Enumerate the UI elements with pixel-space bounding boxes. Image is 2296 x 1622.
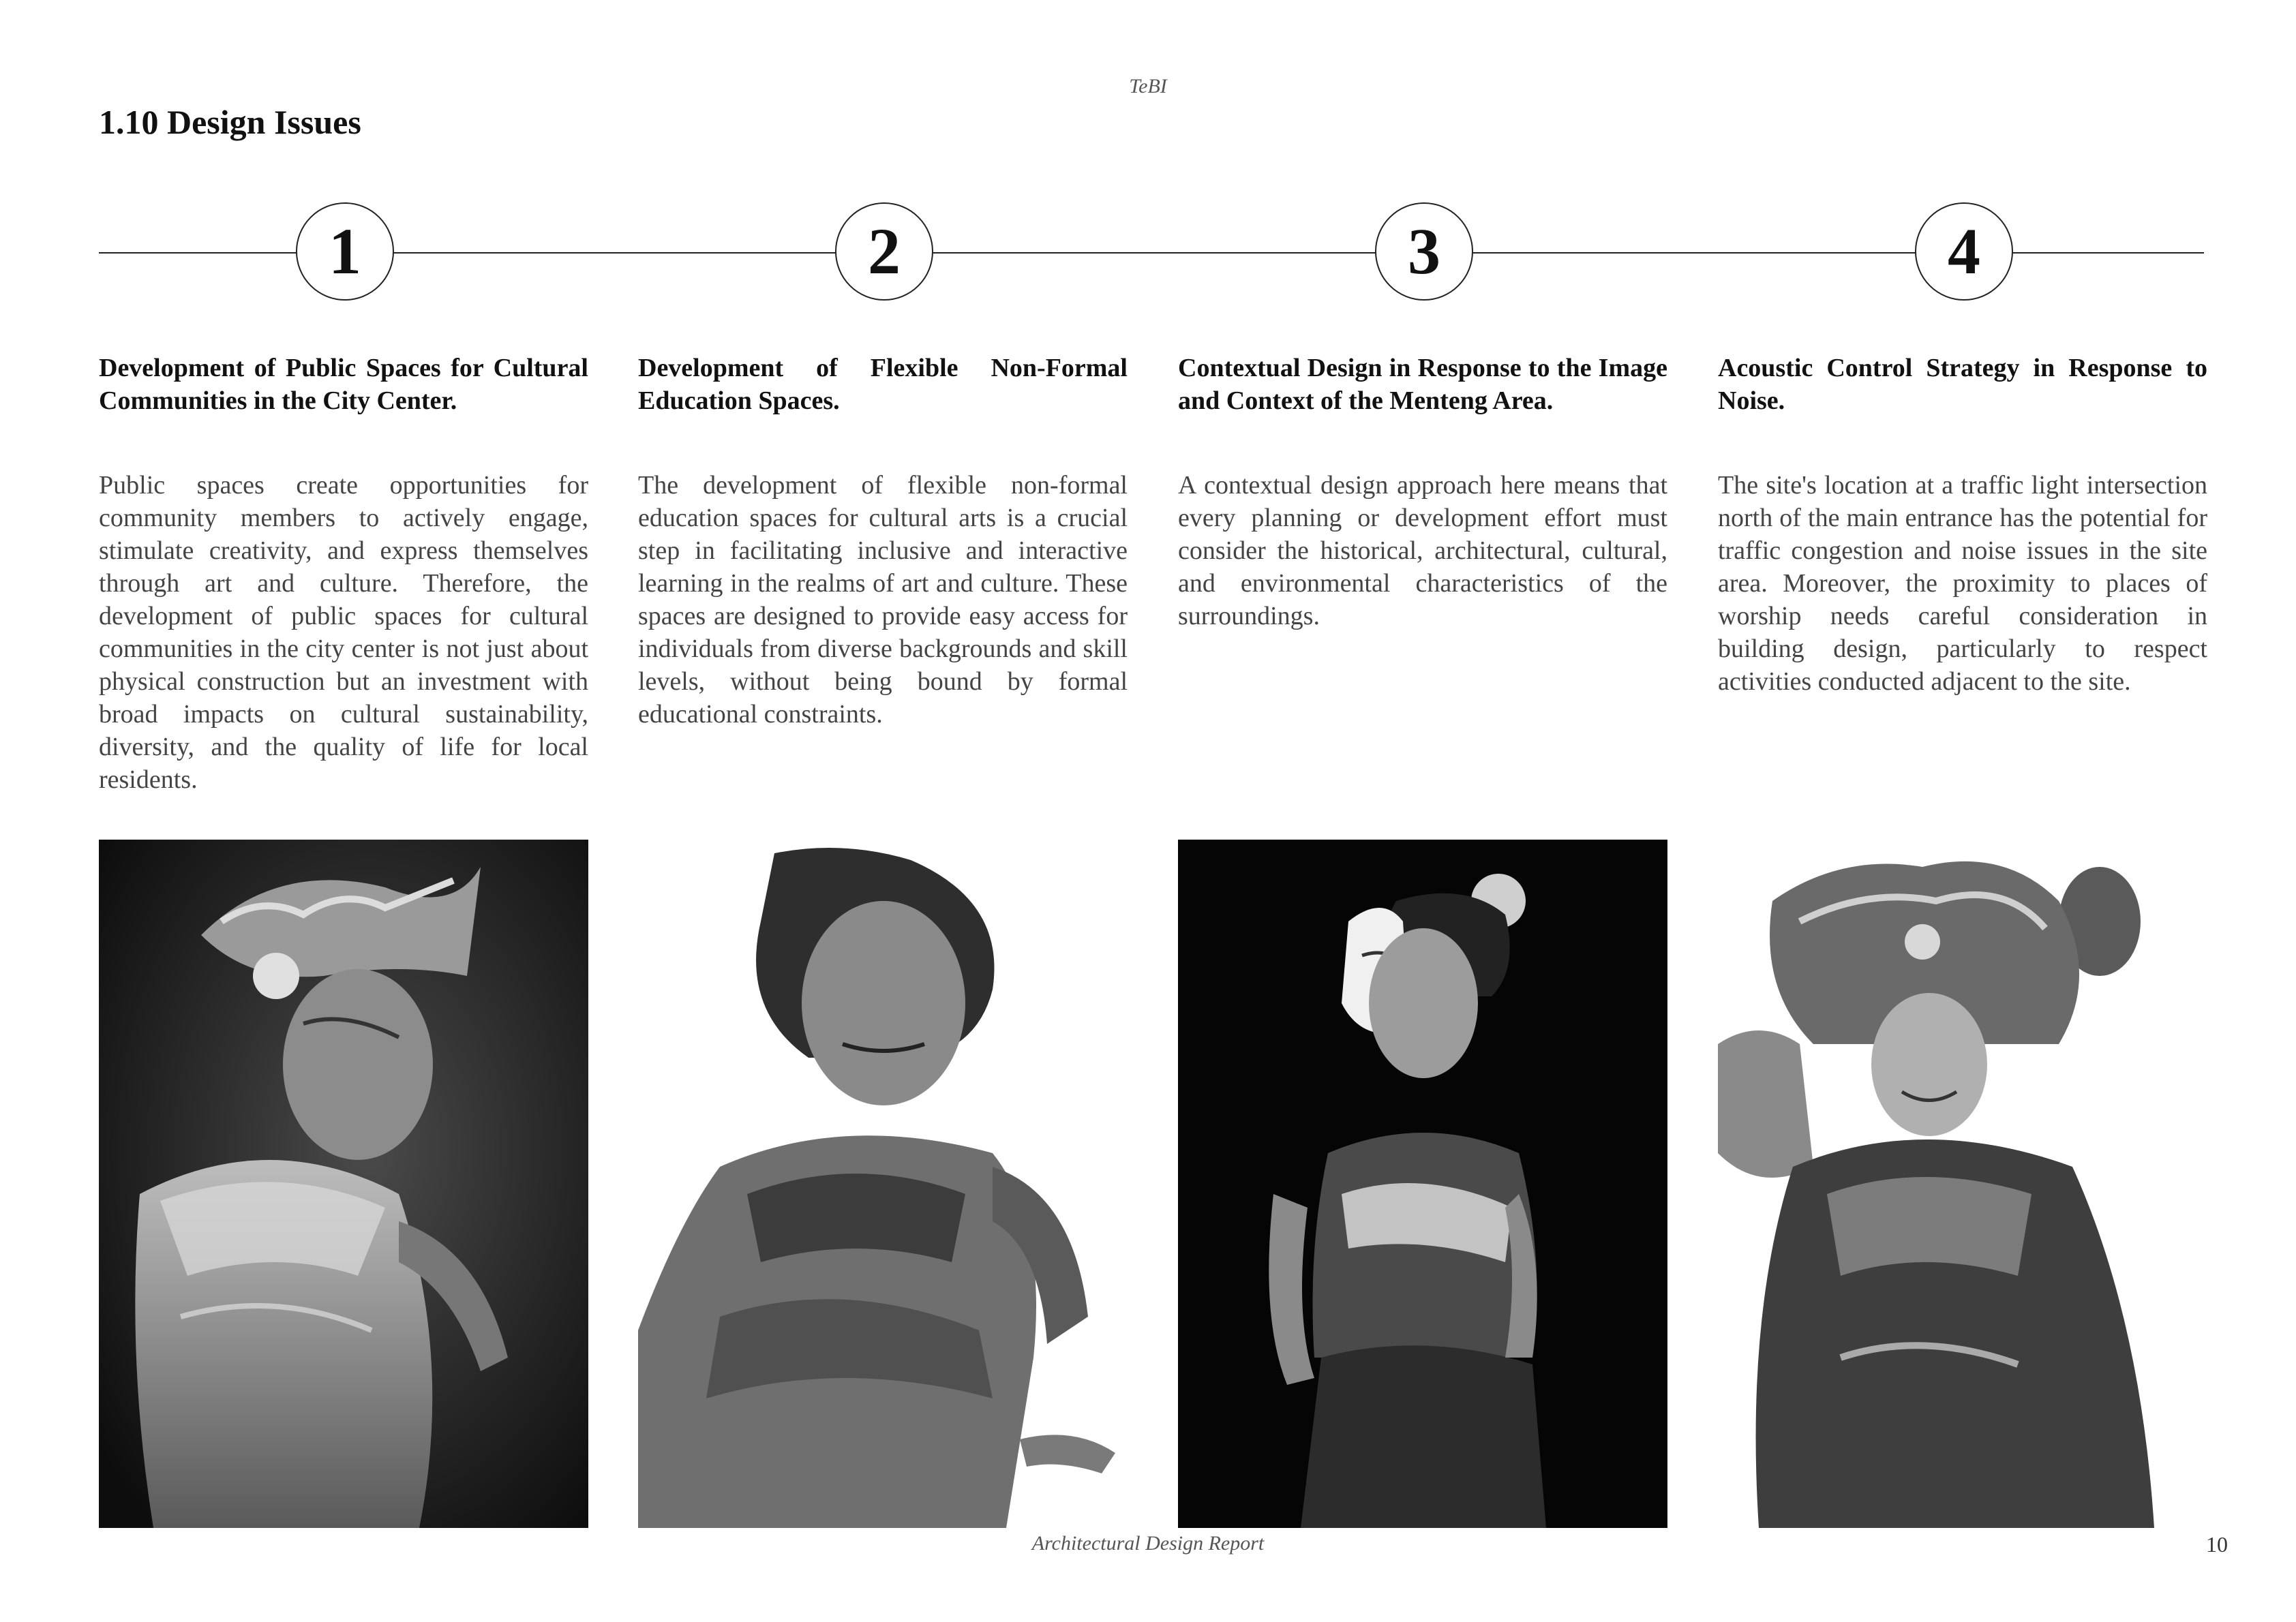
design-issue-heading: Contextual Design in Response to the Image and Context of the Menteng Area. <box>1178 354 1667 415</box>
photo-javanese-dancer <box>638 840 1128 1528</box>
design-issue-column-3 <box>1178 352 1667 632</box>
design-issue-body: A contextual design approach here means that every planning or development effort must consider the historical, architectural, cultural, and environmental characteristics of the surroundings. <box>1178 471 1667 630</box>
design-issue-body: Public spaces create opportunities for community members to actively engage, stimulate creativity, and express themselves through art and culture. Therefore, the development of public spaces for cultural communities in the city center is not just about physical construction but an investment with broad impacts on cultural sustainability, diversity, and the quality of life for local residents. <box>99 471 588 794</box>
design-issue-body: The site's location at a traffic light intersection north of the main entrance has the potential for traffic congestion and noise issues in the site area. Moreover, the proximity to places of worship needs careful consideration in building design, particularly to respect activities conducted adjacent to the site. <box>1718 471 2207 696</box>
timeline-line <box>99 252 2204 254</box>
design-issue-heading: Acoustic Control Strategy in Response to Noise. <box>1718 354 2207 415</box>
photo-masked-dancer <box>1178 840 1667 1528</box>
design-issue-column-4 <box>1718 352 2207 698</box>
step-timeline <box>99 202 2204 305</box>
photo-dancer-headdress <box>1718 840 2207 1528</box>
design-issue-column-2 <box>638 352 1128 731</box>
design-issue-heading: Development of Flexible Non-Formal Education Spaces. <box>638 354 1128 415</box>
step-number-2: 2 <box>835 202 933 301</box>
step-number-1: 1 <box>296 202 394 301</box>
page-number: 10 <box>2206 1532 2228 1557</box>
photo-balinese-dancer-crown <box>99 840 588 1528</box>
design-issue-body: The development of flexible non-formal education spaces for cultural arts is a crucial step in facilitating inclusive and interactive learning in the realms of art and culture. These spaces are designed to provide easy access for individuals from diverse backgrounds and skill levels, without being bound by formal educational constraints. <box>638 471 1128 729</box>
header-brand: TeBI <box>1129 75 1167 97</box>
footer-report-title: Architectural Design Report <box>1031 1532 1265 1555</box>
step-number-3: 3 <box>1375 202 1473 301</box>
design-issue-heading: Development of Public Spaces for Cultural Communities in the City Center. <box>99 354 588 415</box>
section-title: 1.10 Design Issues <box>99 103 361 141</box>
step-number-4: 4 <box>1915 202 2013 301</box>
design-issue-column-1 <box>99 352 588 796</box>
